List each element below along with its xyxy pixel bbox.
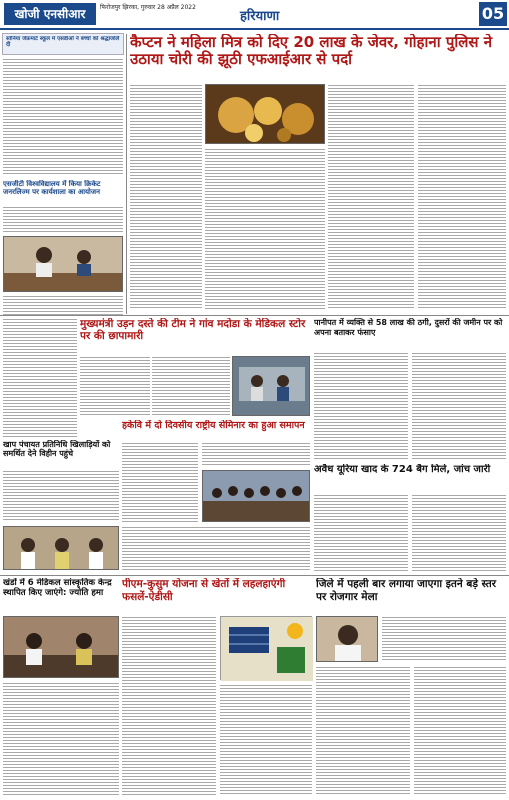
meeting-hall-image bbox=[4, 617, 119, 678]
panipat-story-column-2 bbox=[412, 352, 506, 460]
urea-story-column-1 bbox=[314, 494, 408, 572]
seminar-story-body bbox=[122, 526, 310, 572]
left-column-story bbox=[3, 318, 77, 438]
workshop-photo bbox=[3, 236, 123, 292]
jewellery-image bbox=[206, 85, 325, 144]
top-left-headline-box bbox=[2, 33, 124, 55]
workshop-image bbox=[4, 237, 123, 292]
section-divider-lower bbox=[0, 575, 509, 576]
column-divider bbox=[126, 34, 127, 314]
job-fair-story-column-2 bbox=[414, 666, 506, 796]
page-number: 05 bbox=[479, 2, 507, 26]
newspaper-logo: खोजी एनसीआर bbox=[4, 3, 96, 25]
pm-kusum-story-column-1 bbox=[122, 616, 216, 796]
medical-centres-headline: खंडों में 6 मेडिकल सांस्कृतिक केन्द्र स्थापित किए जाएंगे: ज्योति हमा bbox=[3, 578, 112, 598]
raid-story-column-2 bbox=[152, 356, 230, 416]
job-fair-headline: जिले में पहली बार लगाया जाएगा इतने बड़े स्तर पर रोजगार मेला bbox=[316, 578, 496, 603]
khap-story-body bbox=[3, 470, 119, 522]
lead-story-column-1 bbox=[130, 84, 202, 310]
solar-pump-image bbox=[221, 617, 313, 681]
urea-headline: अवैध यूरिया खाद के 724 बैग मिले, जांच जारी bbox=[314, 464, 491, 475]
workshop-story-intro bbox=[3, 206, 123, 234]
top-left-story-body bbox=[3, 58, 123, 176]
pm-kusum-story-column-2 bbox=[220, 684, 312, 796]
job-fair-story-intro bbox=[382, 616, 506, 662]
medical-centres-story-body bbox=[3, 682, 119, 796]
pm-kusum-graphic bbox=[220, 616, 312, 680]
khap-meeting-image bbox=[4, 527, 119, 570]
job-fair-story-column-1 bbox=[316, 666, 410, 796]
seminar-headline: हकेवि में दो दिवसीय राष्ट्रीय सेमिनार का हुआ समापन bbox=[122, 420, 305, 431]
khap-photo bbox=[3, 526, 119, 570]
lead-headline: कैप्टन ने महिला मित्र को दिए 20 लाख के जेवर, गोहाना पुलिस ने उठाया चोरी की झूठी एफआईआर से पर्दा bbox=[130, 34, 493, 68]
official-portrait bbox=[316, 616, 378, 662]
portrait-image bbox=[317, 617, 378, 662]
masthead bbox=[0, 0, 509, 30]
raid-photo bbox=[232, 356, 310, 416]
jewellery-photo bbox=[205, 84, 325, 144]
medical-store-raid-headline: मुख्यमंत्री उड़न दस्ते की टीम ने गांव मदोडा के मेडिकल स्टोर पर की छापामारी bbox=[80, 318, 306, 342]
urea-story-column-2 bbox=[412, 494, 506, 572]
panipat-story-column-1 bbox=[314, 352, 408, 460]
dateline: फिरोजपुर झिरका, गुरुवार 28 अप्रैल 2022 bbox=[100, 4, 196, 11]
panipat-fraud-headline: पानीपत में व्यक्ति से 58 लाख की ठगी, दुसरों की जमीन पर को अपना बताकर फंसाए bbox=[314, 318, 503, 337]
top-left-headline: सोनिया जेफ्रमार्ट स्कूल में एसडीओ ने बच्चों को श्रद्धांजलि दी bbox=[6, 36, 120, 48]
raid-image bbox=[233, 357, 310, 416]
seminar-story-column-2 bbox=[202, 442, 310, 466]
seminar-photo bbox=[202, 470, 310, 522]
khap-headline: खाप पंचायत प्रतिनिधि खिलाड़ियों को समर्थित देने विहीन पहुंचे bbox=[3, 440, 111, 458]
workshop-headline: एसजीटी विश्वविद्यालय में किया क्रिकेट जनरलिज्म पर कार्यशाला का आयोजन bbox=[3, 180, 101, 196]
seminar-group-image bbox=[203, 471, 310, 522]
medical-centres-photo bbox=[3, 616, 119, 678]
lead-story-column-4 bbox=[418, 84, 506, 310]
pm-kusum-headline: पीएम-कुसुम योजना से खेतों में लहलहाएंगी फसलें-ऐडीसी bbox=[122, 578, 286, 603]
section-title: हरियाणा bbox=[240, 9, 280, 24]
lead-story-column-3 bbox=[328, 84, 414, 310]
lead-story-column-2 bbox=[205, 148, 325, 310]
seminar-story-column-1 bbox=[122, 442, 198, 522]
section-divider bbox=[0, 315, 509, 316]
raid-story-column-1 bbox=[80, 356, 150, 416]
workshop-story-body bbox=[3, 295, 123, 315]
